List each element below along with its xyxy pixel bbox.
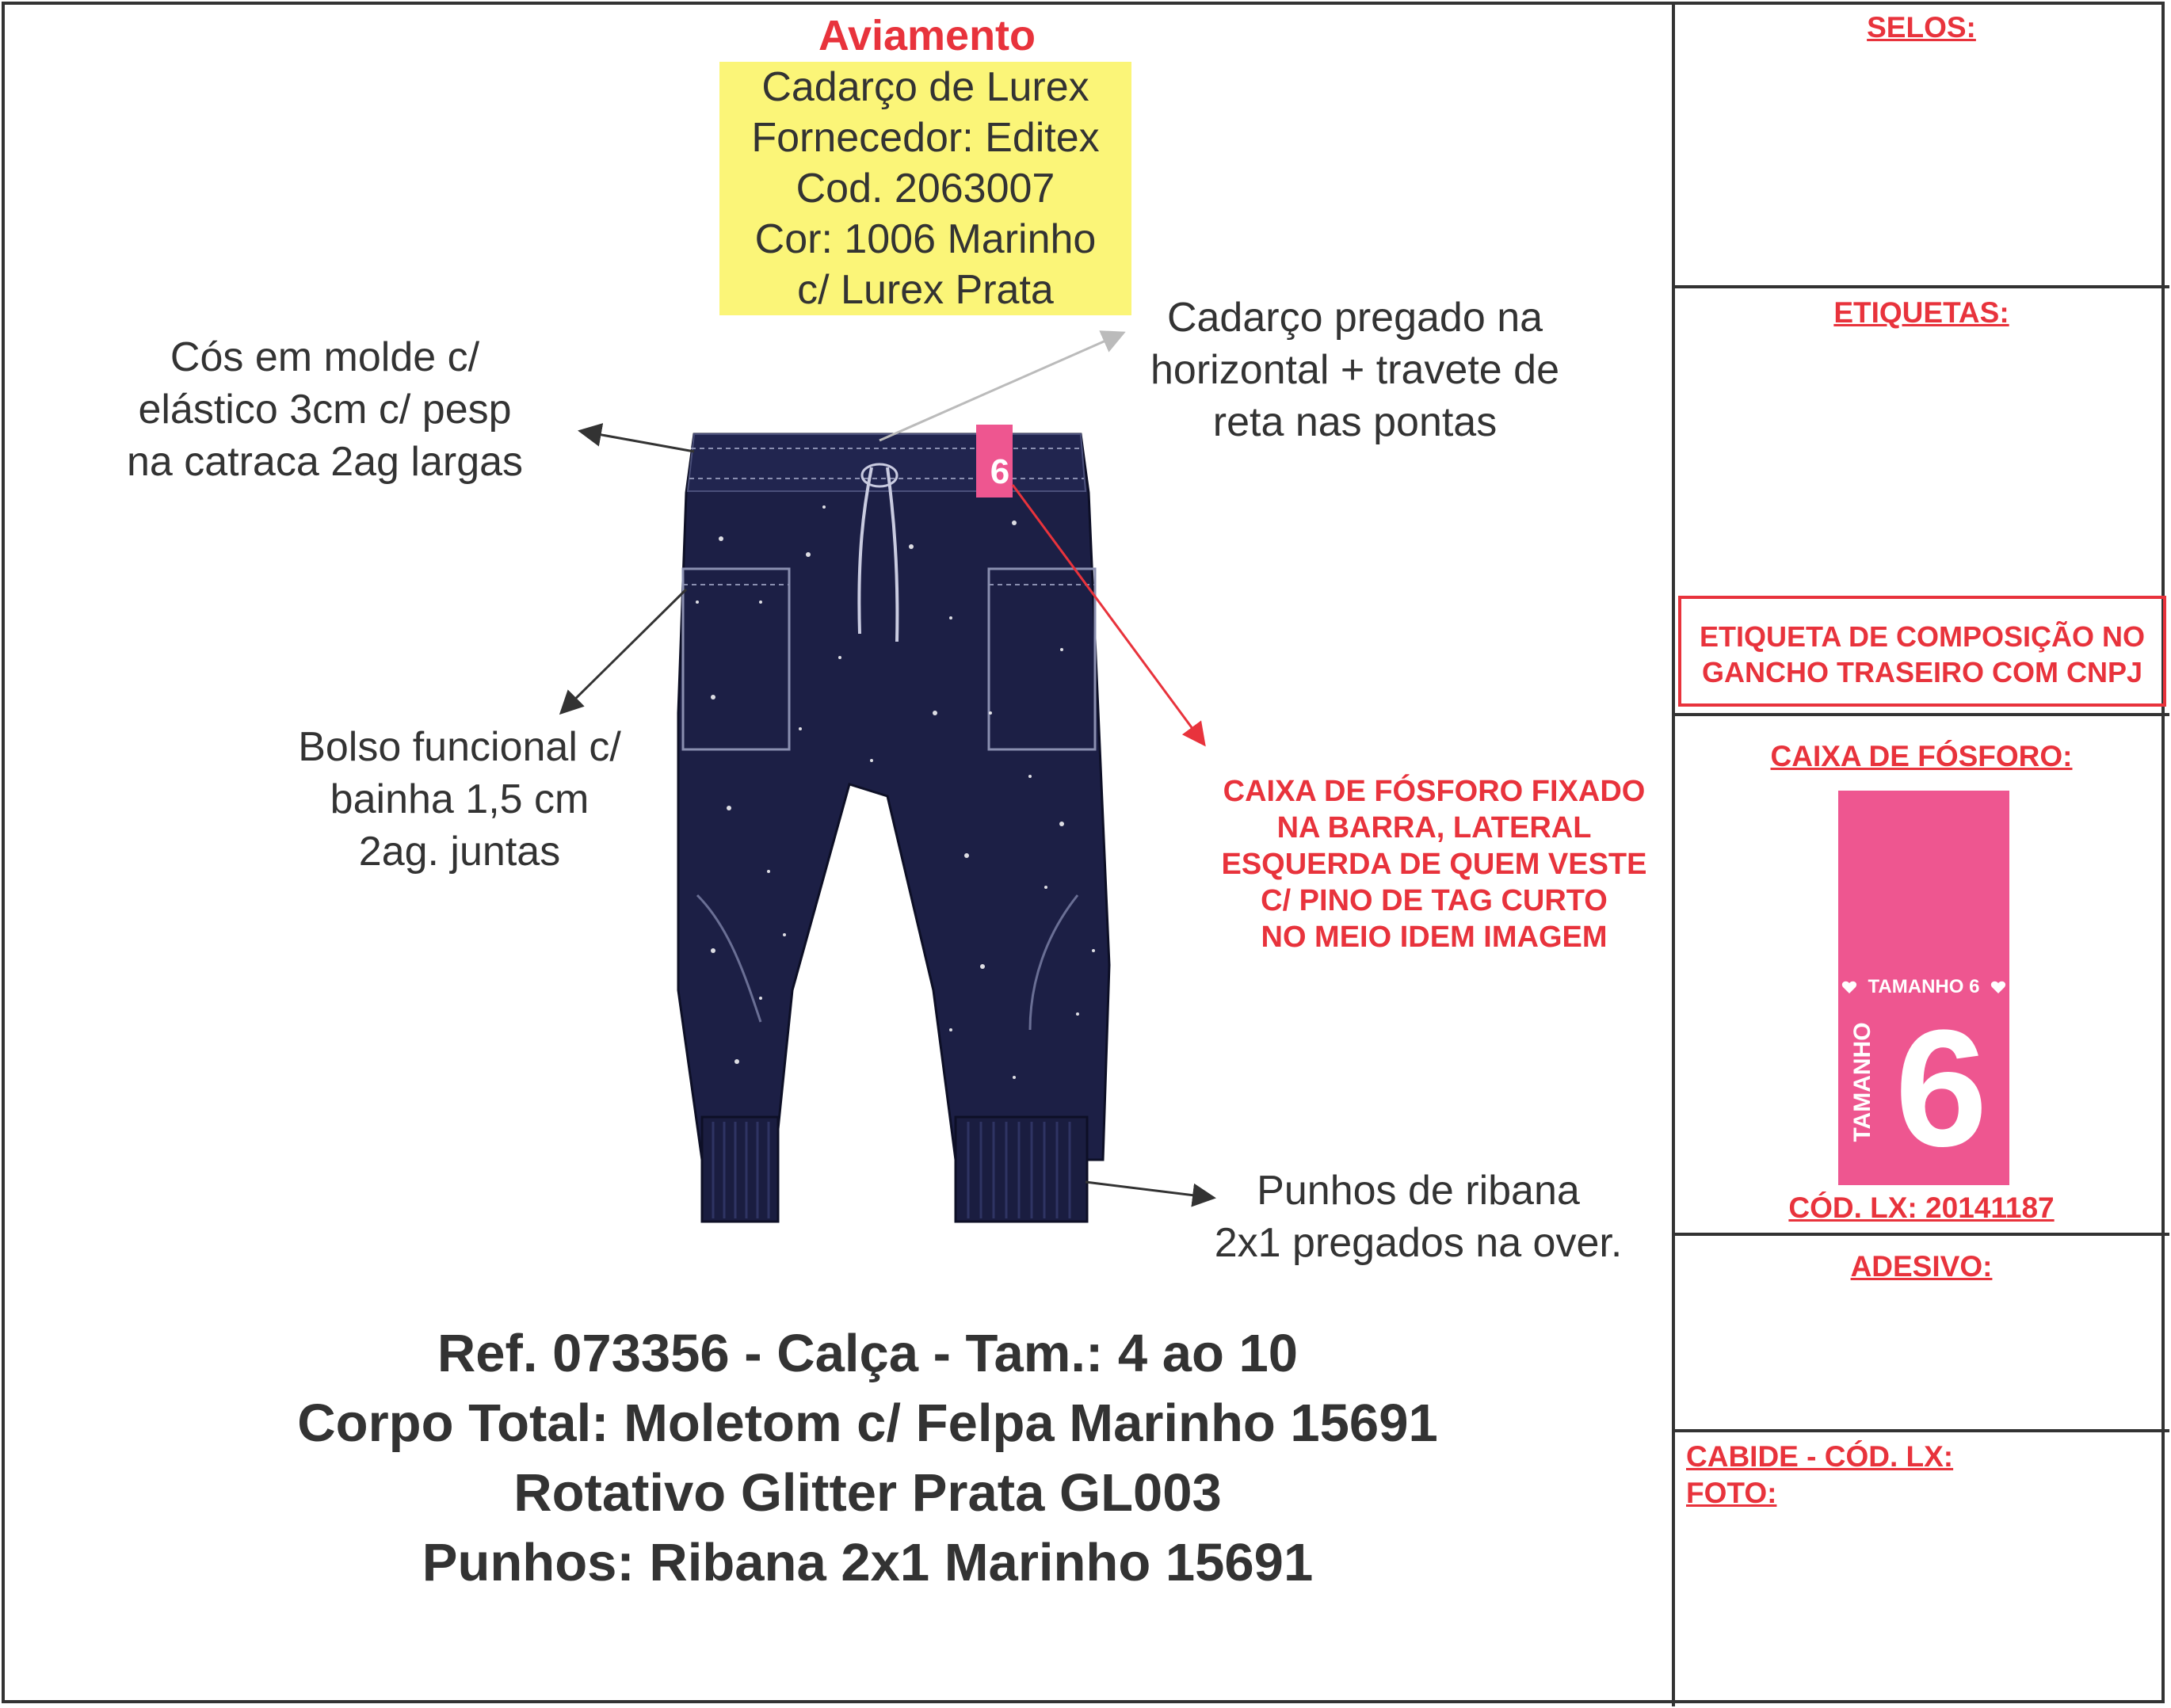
composition-line: ETIQUETA DE COMPOSIÇÃO NO (1699, 620, 2146, 653)
aviamento-line: Cod. 2063007 (796, 166, 1055, 212)
etiquetas-title: ETIQUETAS: (1833, 296, 2009, 329)
annotation-line: Cós em molde c/ (170, 334, 480, 380)
annotation-line: bainha 1,5 cm (330, 776, 589, 822)
aviamento-line: Fornecedor: Editex (751, 115, 1100, 161)
foto-title: FOTO: (1686, 1477, 1777, 1509)
annotation-line: ESQUERDA DE QUEM VESTE (1221, 848, 1647, 881)
annotation-line: elástico 3cm c/ pesp (138, 387, 512, 433)
cuff-right (956, 1117, 1087, 1222)
arrow-drawstring (879, 333, 1124, 440)
tag-size-number: 6 (1894, 995, 1988, 1181)
selos-title: SELOS: (1867, 11, 1976, 44)
pants-drawing (678, 425, 1109, 1222)
cod-lx-label: CÓD. LX: 20141187 (1788, 1191, 2055, 1224)
arrow-cuffs (1086, 1182, 1214, 1198)
annotation-line: C/ PINO DE TAG CURTO (1261, 884, 1608, 917)
size-tag-mini-number: 6 (990, 452, 1010, 491)
reference-line: Ref. 073356 - Calça - Tam.: 4 ao 10 (437, 1324, 1299, 1383)
tag-top-label: TAMANHO 6 (1868, 976, 1980, 997)
annotation-line: Bolso funcional c/ (298, 724, 621, 770)
adesivo-title: ADESIVO: (1850, 1250, 1993, 1283)
cabide-title: CABIDE - CÓD. LX: (1686, 1440, 1954, 1473)
annotation-line: CAIXA DE FÓSFORO FIXADO (1223, 775, 1646, 808)
matchbox-title: CAIXA DE FÓSFORO: (1770, 740, 2073, 772)
aviamento-title: Aviamento (818, 12, 1036, 59)
aviamento-line: Cor: 1006 Marinho (754, 216, 1097, 262)
arrow-pocket (561, 589, 686, 713)
reference-line: Punhos: Ribana 2x1 Marinho 15691 (422, 1533, 1314, 1592)
composition-line: GANCHO TRASEIRO COM CNPJ (1701, 656, 2143, 688)
annotation-line: horizontal + travete de (1150, 347, 1559, 393)
annotation-line: 2x1 pregados na over. (1214, 1220, 1623, 1266)
reference-line: Corpo Total: Moletom c/ Felpa Marinho 15691 (297, 1393, 1438, 1453)
annotation-line: reta nas pontas (1212, 399, 1498, 445)
aviamento-line: Cadarço de Lurex (761, 64, 1089, 110)
annotation-line: NO MEIO IDEM IMAGEM (1261, 921, 1608, 954)
aviamento-line: c/ Lurex Prata (797, 267, 1054, 313)
waistband (688, 434, 1086, 491)
tag-side-label: TAMANHO (1849, 1022, 1875, 1142)
annotation-line: na catraca 2ag largas (126, 439, 524, 485)
annotation-line: 2ag. juntas (358, 829, 561, 875)
reference-line: Rotativo Glitter Prata GL003 (513, 1463, 1222, 1523)
annotation-line: NA BARRA, LATERAL (1276, 811, 1592, 844)
arrow-waistband (580, 431, 694, 452)
annotation-line: Cadarço pregado na (1166, 295, 1543, 341)
annotation-line: Punhos de ribana (1257, 1168, 1580, 1214)
